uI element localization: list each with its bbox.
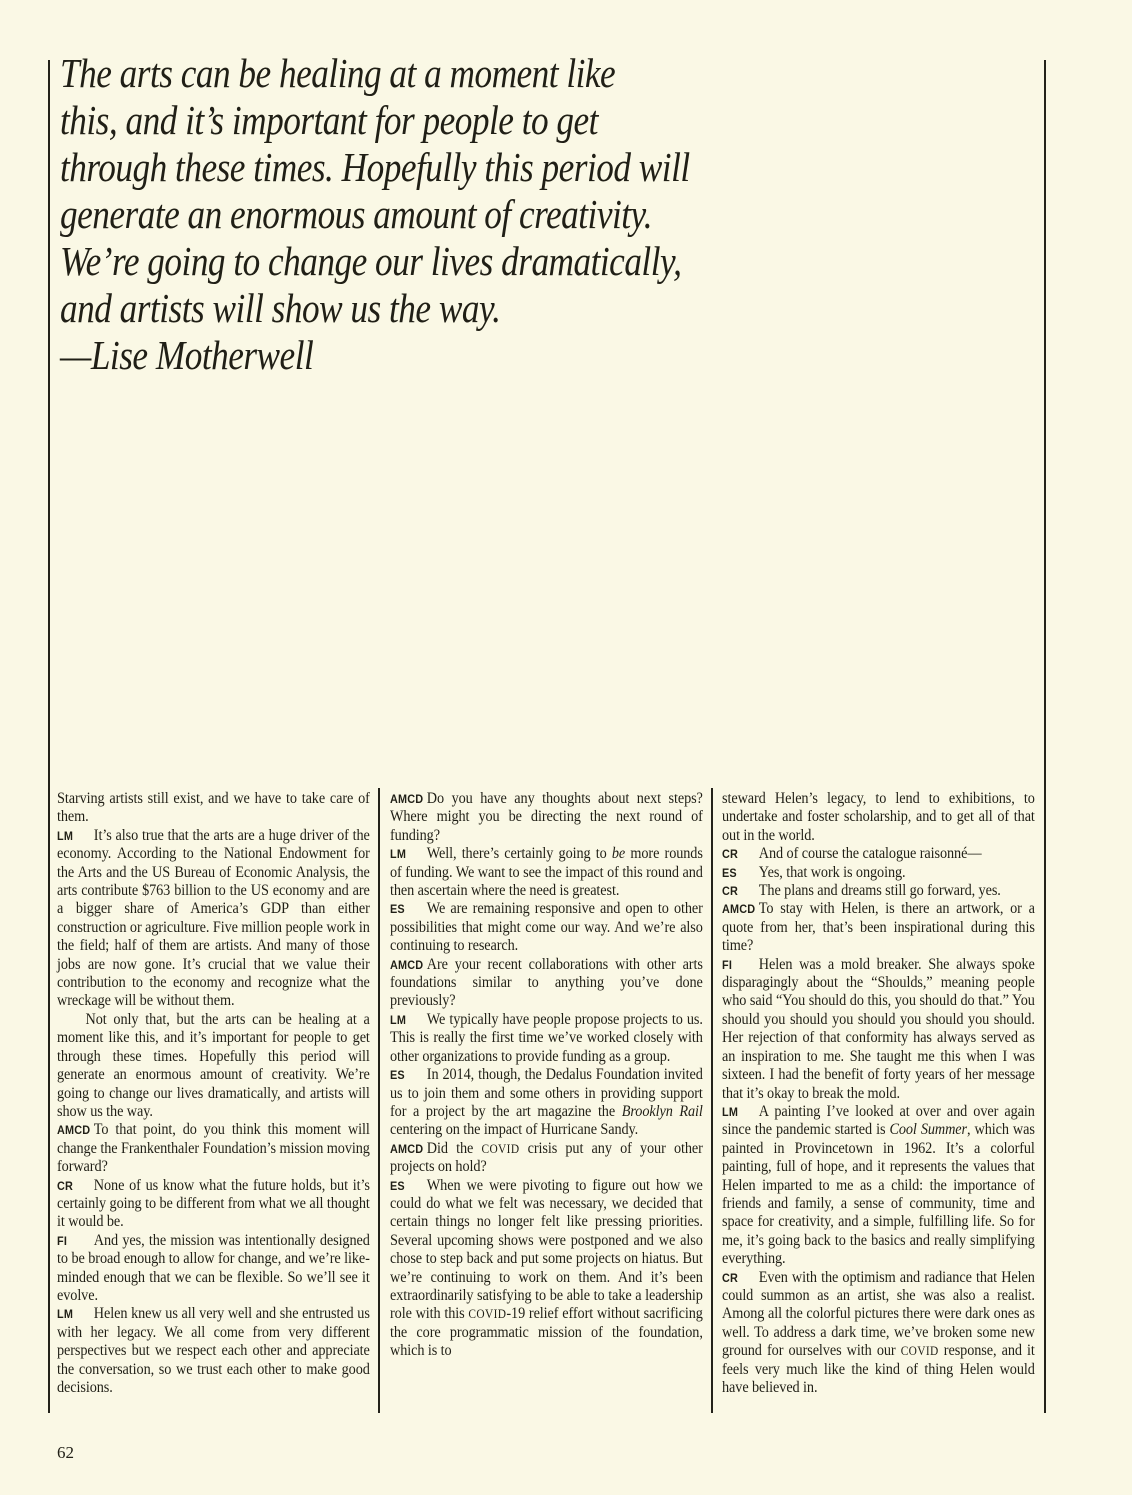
speaker-label: ES xyxy=(390,1178,405,1193)
small-caps-text: COVID xyxy=(900,1344,939,1359)
speaker-label: AMCD xyxy=(722,902,756,917)
pull-quote-line: We’re going to change our lives dramatically, xyxy=(60,238,682,284)
pull-quote-line: —Lise Motherwell xyxy=(60,332,314,378)
paragraph: ES When we were pivoting to figure out how we could do what we felt was necessary, we decided that certain things no longer felt like pressing priorities. Several upcoming shows were postponed and we also chose to step back and put some projects on hiatus. But we’re continuing to work on them. And it’s been extraordinarily satisfying to be able to take a leadership role with this COVID-19 relief effort without sacrificing the core programmatic mission of the foundation, which is to xyxy=(390,1176,703,1360)
speaker-label: ES xyxy=(390,1068,405,1083)
paragraph: Not only that, but the arts can be healing at a moment like this, and it’s important for people to get through these times. Hopefully this period will generate an enormous amount of creativity. We’re going to change our lives dramatically, and artists will show us the way. xyxy=(57,1010,370,1120)
pull-quote-line: generate an enormous amount of creativity. xyxy=(60,191,653,237)
speaker-label: CR xyxy=(722,884,739,899)
speaker-label: CR xyxy=(722,847,739,862)
italic-text: Cool Summer xyxy=(889,1121,968,1139)
left-vertical-rule xyxy=(48,60,50,1413)
italic-text: be xyxy=(611,845,626,863)
speaker-label: ES xyxy=(390,902,405,917)
pull-quote-line: this, and it’s important for people to get xyxy=(60,97,598,143)
pull-quote-line: The arts can be healing at a moment like xyxy=(60,50,616,96)
speaker-label: FI xyxy=(722,957,733,972)
pull-quote-line: and artists will show us the way. xyxy=(60,285,501,331)
paragraph: LM It’s also true that the arts are a huge driver of the economy. According to the National Endowment for the Arts and the US Bureau of Economic Analysis, the arts contribute $763 billion to the US economy and are a bigger share of America’s GDP than either construction or agriculture. Five million people work in the field; half of them are artists. And many of those jobs are now gone. It’s crucial that we value their contribution to the economy and recognize what the wreckage will be without them. xyxy=(57,826,370,1010)
page-number: 62 xyxy=(57,1443,74,1462)
paragraph: CR None of us know what the future holds, but it’s certainly going to be different from what we all thought it would be. xyxy=(57,1176,370,1231)
paragraph: AMCD To that point, do you think this moment will change the Frankenthaler Foundation’s mission moving forward? xyxy=(57,1121,370,1176)
text-column-2 xyxy=(390,790,703,1361)
speaker-label: LM xyxy=(57,828,74,843)
paragraph: LM We typically have people propose projects to us. This is really the first time we’ve worked closely with other organizations to provide funding as a group. xyxy=(390,1010,703,1065)
small-caps-text: COVID xyxy=(468,1307,507,1322)
text-column-3 xyxy=(722,790,1035,1397)
speaker-label: LM xyxy=(390,847,407,862)
small-caps-text: COVID xyxy=(481,1141,520,1156)
paragraph: LM Helen knew us all very well and she entrusted us with her legacy. We all come from very different perspectives but we respect each other and appreciate the conversation, so we trust each other to make good decisions. xyxy=(57,1305,370,1396)
paragraph: AMCD Do you have any thoughts about next steps? Where might you be directing the next round of funding? xyxy=(390,790,703,844)
right-vertical-rule xyxy=(1044,60,1046,1413)
paragraph: AMCD Are your recent collaborations with other arts foundations similar to anything you’ve done previously? xyxy=(390,955,703,1010)
column-divider-rule-1 xyxy=(378,788,380,1413)
speaker-label: AMCD xyxy=(390,957,424,972)
speaker-label: ES xyxy=(722,865,737,880)
speaker-label: CR xyxy=(722,1270,739,1285)
paragraph: CR And of course the catalogue raisonné— xyxy=(722,845,982,863)
paragraph: ES Yes, that work is ongoing. xyxy=(722,863,906,881)
paragraph: Starving artists still exist, and we have to take care of them. xyxy=(57,790,370,826)
speaker-label: CR xyxy=(57,1178,74,1193)
pull-quote-line: through these times. Hopefully this period will xyxy=(60,144,690,190)
speaker-label: AMCD xyxy=(390,1141,424,1156)
paragraph: LM A painting I’ve looked at over and over again since the pandemic started is Cool Summer, which was painted in Provincetown in 1962. It’s a colorful painting, full of hope, and it represents the values that Helen imparted to me as a child: the importance of friends and family, a sense of community, time and space for creativity, and a simple, fulfilling life. So for me, it’s going back to the basics and really simplifying everything. xyxy=(722,1102,1035,1268)
paragraph: CR The plans and dreams still go forward, yes. xyxy=(722,882,1001,900)
paragraph: AMCD Did the COVID crisis put any of your other projects on hold? xyxy=(390,1139,703,1176)
paragraph: LM Well, there’s certainly going to be more rounds of funding. We want to see the impact of this round and then ascertain where the need is greatest. xyxy=(390,845,703,900)
paragraph: FI Helen was a mold breaker. She always spoke disparagingly about the “Shoulds,” meaning people who said “You should do this, you should do that.” You should you should you should you should you should. Her rejection of that conformity has always served as an inspiration to me. She taught me this when I was sixteen. I had the benefit of forty years of her message that it’s okay to break the mold. xyxy=(722,955,1035,1102)
speaker-label: LM xyxy=(722,1104,739,1119)
paragraph: AMCD To stay with Helen, is there an artwork, or a quote from her, that’s been inspirational during this time? xyxy=(722,900,1035,955)
paragraph: FI And yes, the mission was intentionally designed to be broad enough to allow for change, and we’re like-minded enough that we can be flexible. So we’ll see it evolve. xyxy=(57,1231,370,1304)
column-divider-rule-2 xyxy=(711,788,713,1413)
speaker-label: FI xyxy=(57,1233,68,1248)
pull-quote xyxy=(60,50,690,379)
text-column-1 xyxy=(57,790,370,1397)
speaker-label: AMCD xyxy=(57,1123,91,1138)
speaker-label: LM xyxy=(57,1307,74,1322)
paragraph: ES In 2014, though, the Dedalus Foundation invited us to join them and some others in providing support for a project by the art magazine the Brooklyn Rail centering on the impact of Hurricane Sandy. xyxy=(390,1066,703,1139)
paragraph: steward Helen’s legacy, to lend to exhibitions, to undertake and foster scholarship, and to get all of that out in the world. xyxy=(722,790,1035,844)
speaker-label: LM xyxy=(390,1012,407,1027)
speaker-label: AMCD xyxy=(390,792,424,806)
paragraph: ES We are remaining responsive and open to other possibilities that might come our way. And we’re also continuing to research. xyxy=(390,900,703,955)
paragraph: CR Even with the optimism and radiance that Helen could summon as an artist, she was also a realist. Among all the colorful pictures there were dark ones as well. To address a dark time, we’ve broken some new ground for ourselves with our COVID response, and it feels very much like the kind of thing Helen would have believed in. xyxy=(722,1268,1035,1396)
italic-text: Brooklyn Rail xyxy=(621,1102,703,1120)
